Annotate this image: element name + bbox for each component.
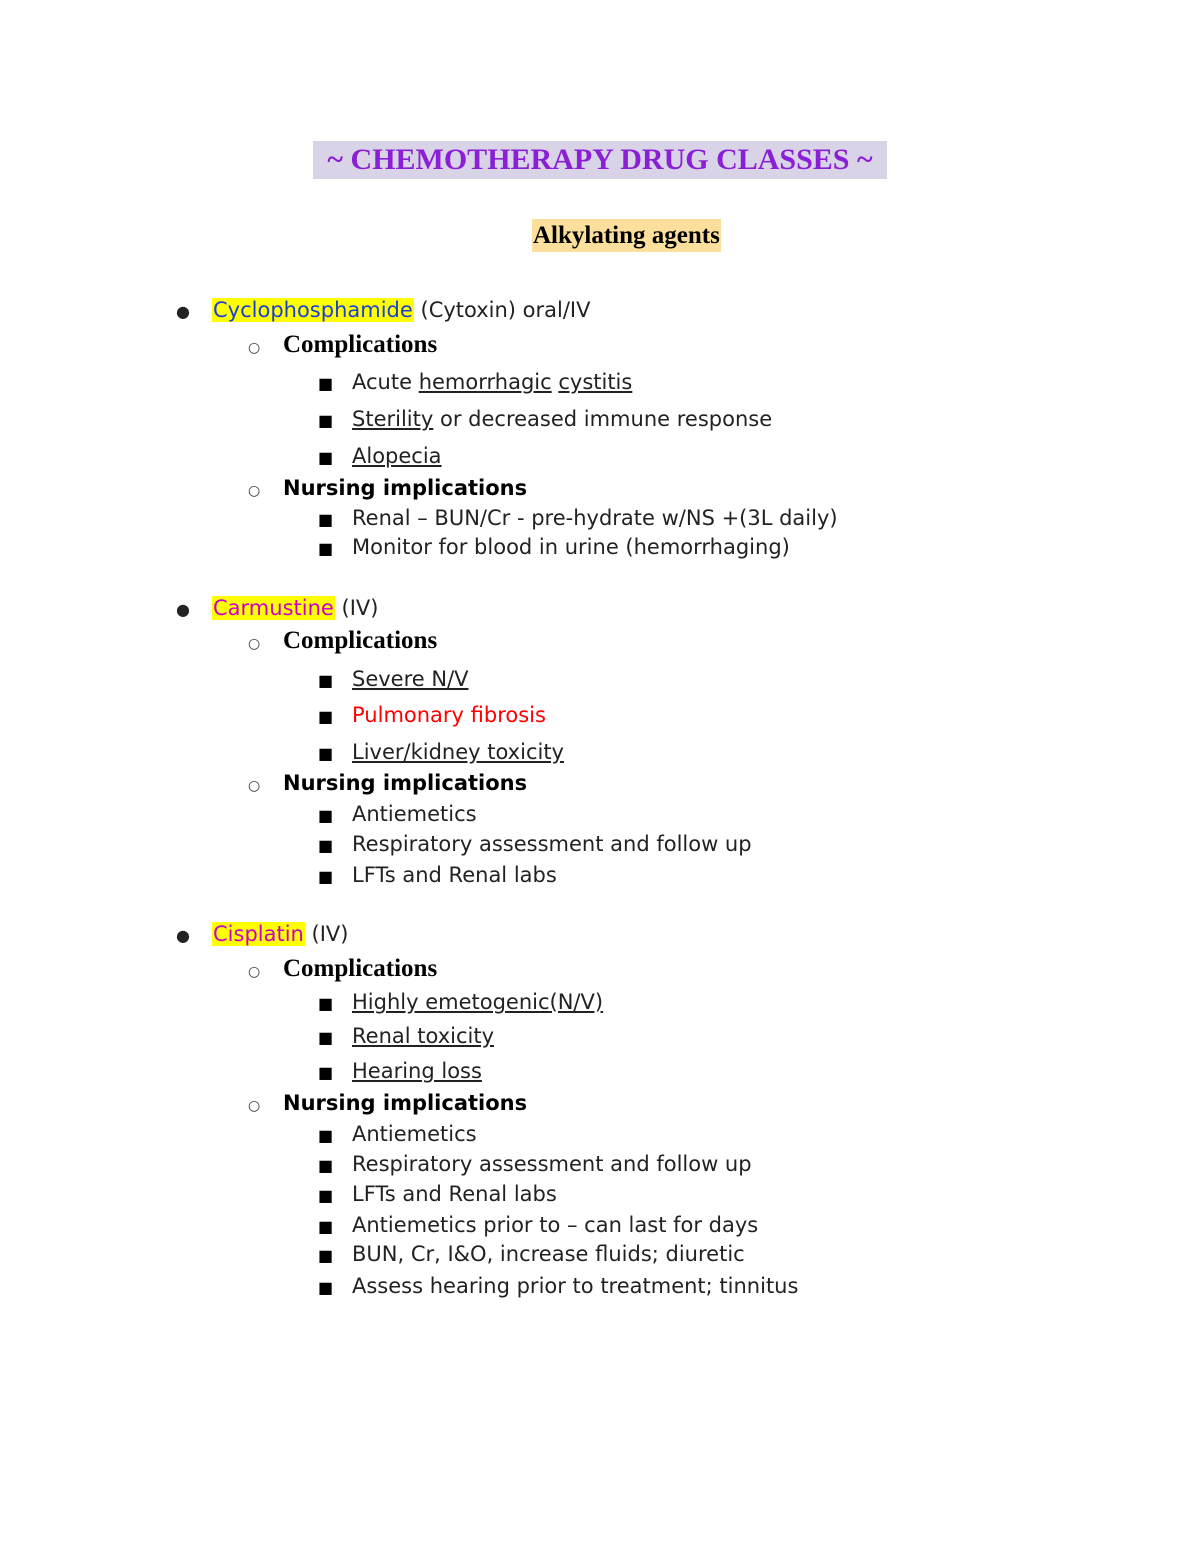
list-item xyxy=(318,1211,758,1239)
drug-detail: (IV) xyxy=(341,596,379,620)
drug-detail: (IV) xyxy=(311,922,349,946)
list-item xyxy=(318,738,564,766)
item-text: Renal – BUN/Cr - pre-hydrate w/NS +(3L daily) xyxy=(352,506,838,530)
item-text: LFTs and Renal labs xyxy=(352,1182,557,1206)
nursing-heading xyxy=(248,474,527,502)
square-bullet-icon: ■ xyxy=(318,707,334,726)
drug-item-carmustine xyxy=(176,594,378,622)
item-text: Antiemetics xyxy=(352,1122,477,1146)
list-item xyxy=(318,830,752,858)
list-item xyxy=(318,1120,477,1148)
nursing-heading xyxy=(248,1089,527,1117)
circle-bullet-icon: ○ xyxy=(248,778,261,794)
list-item xyxy=(318,1180,557,1208)
square-bullet-icon: ■ xyxy=(318,1278,334,1297)
section-heading: Alkylating agents xyxy=(532,219,721,252)
drug-detail: (Cytoxin) oral/IV xyxy=(420,298,591,322)
square-bullet-icon: ■ xyxy=(318,1246,334,1265)
square-bullet-icon: ■ xyxy=(318,867,334,886)
item-text: LFTs and Renal labs xyxy=(352,863,557,887)
circle-bullet-icon: ○ xyxy=(248,340,261,356)
item-underlined: Liver/kidney toxicity xyxy=(352,740,564,764)
square-bullet-icon: ■ xyxy=(318,1063,334,1082)
item-underlined: Severe N/V xyxy=(352,667,469,691)
item-alert-text: Pulmonary fibrosis xyxy=(352,703,546,727)
item-text: Respiratory assessment and follow up xyxy=(352,1152,752,1176)
item-text: Antiemetics xyxy=(352,802,477,826)
complications-heading xyxy=(248,955,437,983)
complications-heading xyxy=(248,627,437,655)
nursing-label: Nursing implications xyxy=(283,1091,528,1115)
list-item xyxy=(318,861,557,889)
drug-item-cisplatin xyxy=(176,920,349,948)
square-bullet-icon: ■ xyxy=(318,994,334,1013)
drug-item-cyclophosphamide xyxy=(176,296,590,324)
complications-heading xyxy=(248,331,437,359)
complications-label: Complications xyxy=(283,331,438,358)
item-underlined: Alopecia xyxy=(352,444,442,468)
item-underlined: hemorrhagic xyxy=(418,370,552,394)
list-item xyxy=(318,368,632,396)
square-bullet-icon: ■ xyxy=(318,744,334,763)
square-bullet-icon: ■ xyxy=(318,411,334,430)
circle-bullet-icon: ○ xyxy=(248,636,261,652)
list-item xyxy=(318,1240,745,1268)
list-item xyxy=(318,665,469,693)
nursing-heading xyxy=(248,769,527,797)
circle-bullet-icon: ○ xyxy=(248,483,261,499)
item-text: Monitor for blood in urine (hemorrhaging) xyxy=(352,535,790,559)
bullet-icon: ● xyxy=(176,926,190,945)
list-item xyxy=(318,1150,752,1178)
list-item xyxy=(318,1022,494,1050)
page-title: ~ CHEMOTHERAPY DRUG CLASSES ~ xyxy=(313,141,887,179)
complications-label: Complications xyxy=(283,955,438,982)
list-item xyxy=(318,442,442,470)
list-item xyxy=(318,533,790,561)
square-bullet-icon: ■ xyxy=(318,448,334,467)
square-bullet-icon: ■ xyxy=(318,1028,334,1047)
nursing-label: Nursing implications xyxy=(283,771,528,795)
item-text: or decreased immune response xyxy=(439,407,773,431)
square-bullet-icon: ■ xyxy=(318,539,334,558)
square-bullet-icon: ■ xyxy=(318,1156,334,1175)
list-item xyxy=(318,405,772,433)
list-item xyxy=(318,800,477,828)
square-bullet-icon: ■ xyxy=(318,1217,334,1236)
item-underlined: Sterility xyxy=(352,407,434,431)
item-prefix: Acute xyxy=(352,370,413,394)
square-bullet-icon: ■ xyxy=(318,671,334,690)
complications-label: Complications xyxy=(283,627,438,654)
drug-name: Cisplatin xyxy=(213,922,304,946)
drug-name: Carmustine xyxy=(213,596,334,620)
square-bullet-icon: ■ xyxy=(318,374,334,393)
item-underlined: Renal toxicity xyxy=(352,1024,494,1048)
list-item xyxy=(318,504,838,532)
square-bullet-icon: ■ xyxy=(318,836,334,855)
circle-bullet-icon: ○ xyxy=(248,1098,261,1114)
list-item xyxy=(318,701,546,729)
square-bullet-icon: ■ xyxy=(318,806,334,825)
square-bullet-icon: ■ xyxy=(318,1126,334,1145)
square-bullet-icon: ■ xyxy=(318,1186,334,1205)
item-text: Respiratory assessment and follow up xyxy=(352,832,752,856)
item-underlined: Highly emetogenic(N/V) xyxy=(352,990,604,1014)
drug-name: Cyclophosphamide xyxy=(213,298,413,322)
circle-bullet-icon: ○ xyxy=(248,964,261,980)
item-text: Assess hearing prior to treatment; tinnitus xyxy=(352,1274,799,1298)
bullet-icon: ● xyxy=(176,600,190,619)
list-item xyxy=(318,1057,482,1085)
item-underlined: Hearing loss xyxy=(352,1059,482,1083)
square-bullet-icon: ■ xyxy=(318,510,334,529)
item-underlined: cystitis xyxy=(558,370,633,394)
item-text: Antiemetics prior to – can last for days xyxy=(352,1213,759,1237)
bullet-icon: ● xyxy=(176,302,190,321)
list-item xyxy=(318,1272,798,1300)
nursing-label: Nursing implications xyxy=(283,476,528,500)
item-text: BUN, Cr, I&O, increase fluids; diuretic xyxy=(352,1242,745,1266)
list-item xyxy=(318,988,603,1016)
